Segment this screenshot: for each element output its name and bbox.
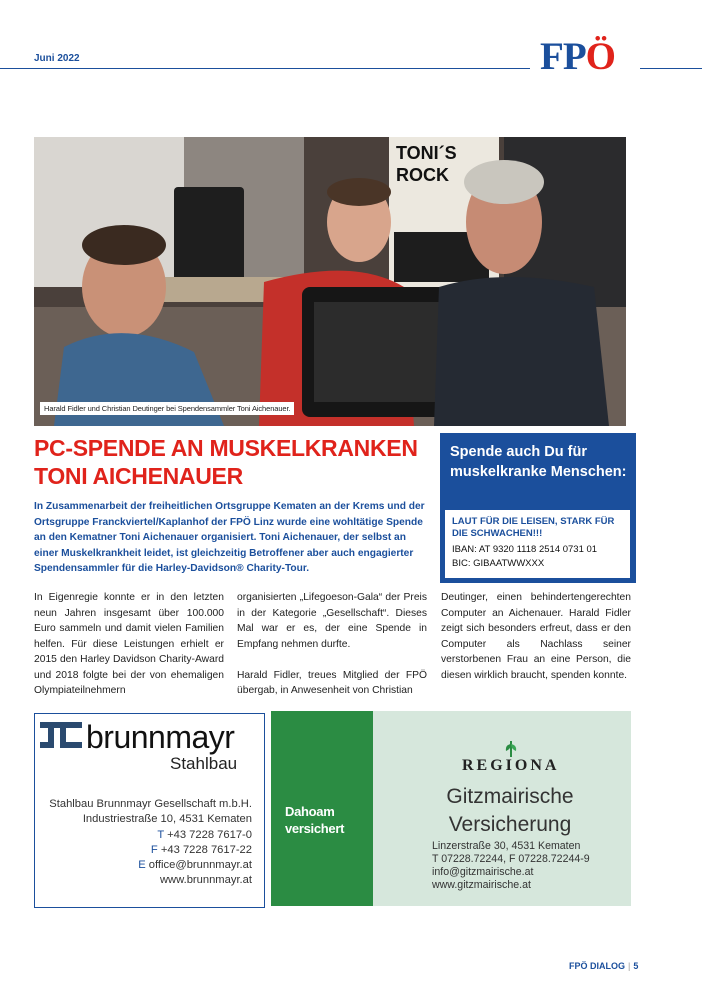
email-value: office@brunnmayr.at <box>148 859 252 872</box>
email-key: E <box>138 859 146 872</box>
brunnmayr-contact <box>40 797 252 889</box>
fpo-logo-fp: FP <box>540 35 586 78</box>
poster-text: TONI´S <box>396 143 457 163</box>
headline-line-2: TONI AICHENAUER <box>34 463 243 489</box>
header-rule-left <box>0 68 530 69</box>
donation-title: Spende auch Du für muskelkranke Menschen: <box>450 444 627 480</box>
company-web: www.brunnmayr.at <box>159 874 252 887</box>
fpo-logo-o: Ö <box>585 35 615 78</box>
header-rule-right <box>640 68 702 69</box>
fpo-logo <box>540 37 615 76</box>
issue-date: Juni 2022 <box>34 53 80 64</box>
page-footer: FPÖ DIALOG | 5 <box>569 961 639 971</box>
paragraph: organisierten „Lifegoeson-Gala“ der Preis in der Kategorie „Gesellschaft“. Dieses Mal war er es, der eine Spende in Empfang nehmen durfte. <box>237 592 427 650</box>
brunnmayr-subtitle: Stahlbau <box>170 754 238 773</box>
article-photo <box>34 137 626 426</box>
brunnmayr-logo-icon <box>40 722 84 753</box>
footer-label: FPÖ DIALOG <box>569 961 625 971</box>
company-name-line-1: Gitzmairische <box>446 785 574 808</box>
fax-value: +43 7228 7617-22 <box>160 843 252 856</box>
phone-value: +43 7228 7617-0 <box>167 828 252 841</box>
photo-caption: Harald Fidler und Christian Deutinger bei Spendensammler Toni Aichenauer. <box>40 402 294 415</box>
article-headline <box>34 434 434 490</box>
fax-key: F <box>150 843 158 856</box>
donation-details <box>445 510 630 578</box>
company-email <box>40 858 252 873</box>
regiona-phone: T 07228.72244, F 07228.72244-9 <box>432 853 590 865</box>
donation-slogan: LAUT FÜR DIE LEISEN, STARK FÜR DIE SCHWACHEN!!! <box>452 516 615 539</box>
paragraph: Harald Fidler, treues Mitglied der FPÖ übergab, in Anwesenheit von Christian <box>237 669 427 696</box>
paragraph: In Eigenregie konnte er in den letzten neun Jahren insgesamt über 100.000 Euro sammeln und damit vielen Familien helfen. Für diese Leistungen erhielt er 2015 den Harley Davidson Charity-Award und 2018 folgte bei der von ehemaligen Olympiateilnehmern <box>34 592 224 696</box>
company-name-line-2: Versicherung <box>448 813 572 836</box>
slogan-line-2: versichert <box>285 821 345 836</box>
regiona-web: www.gitzmairische.at <box>432 879 531 891</box>
headline-line-1: PC-SPENDE AN MUSKELKRANKEN <box>34 435 418 461</box>
slogan-line-1: Dahoam <box>285 804 335 819</box>
article-column-3 <box>441 590 631 683</box>
regiona-slogan <box>285 803 344 837</box>
regiona-address: Linzerstraße 30, 4531 Kematen <box>432 840 581 852</box>
regiona-company <box>435 783 585 839</box>
donation-iban: IBAN: AT 9320 1118 2514 0731 01 <box>452 544 598 555</box>
regiona-contact <box>432 840 590 892</box>
article-column-2 <box>237 590 427 699</box>
donation-bic: BIC: GIBAATWWXXX <box>452 558 545 569</box>
page-number: 5 <box>633 961 639 971</box>
article-column-1 <box>34 590 224 699</box>
brunnmayr-brand: brunnmayr <box>86 719 235 755</box>
article-lead: In Zusammenarbeit der freiheitlichen Ortsgruppe Kematen an der Krems und der Ortsgruppe Franckviertel/Kaplanhof der FPÖ Linz wurde eine wohltätige Spende an den Kematner Toni Aichenauer organisiert. Toni Aichenauer, der selbst an einer Muskelkrankheit leidet, ist gleichzeitig Betroffener aber auch engagierter Spendensammler für die Harley-Davidson® Charity-Tour. <box>34 501 425 574</box>
company-address: Industriestraße 10, 4531 Kematen <box>82 813 252 826</box>
regiona-email: info@gitzmairische.at <box>432 866 534 878</box>
poster-text-2: ROCK <box>396 165 449 185</box>
company-fax <box>40 843 252 858</box>
company-phone <box>40 828 252 843</box>
phone-key: T <box>157 828 164 841</box>
paragraph: Deutinger, einen behindertengerechten Computer an Aichenauer. Harald Fidler zeigt sich besonders erfreut, dass er den Computer als Nachlass seiner verstorbenen Frau an eine Person, die diesen wirklich braucht, spenden konnte. <box>441 592 631 681</box>
regiona-logo: REGIONA <box>462 757 560 774</box>
company-name: Stahlbau Brunnmayr Gesellschaft m.b.H. <box>49 798 252 810</box>
